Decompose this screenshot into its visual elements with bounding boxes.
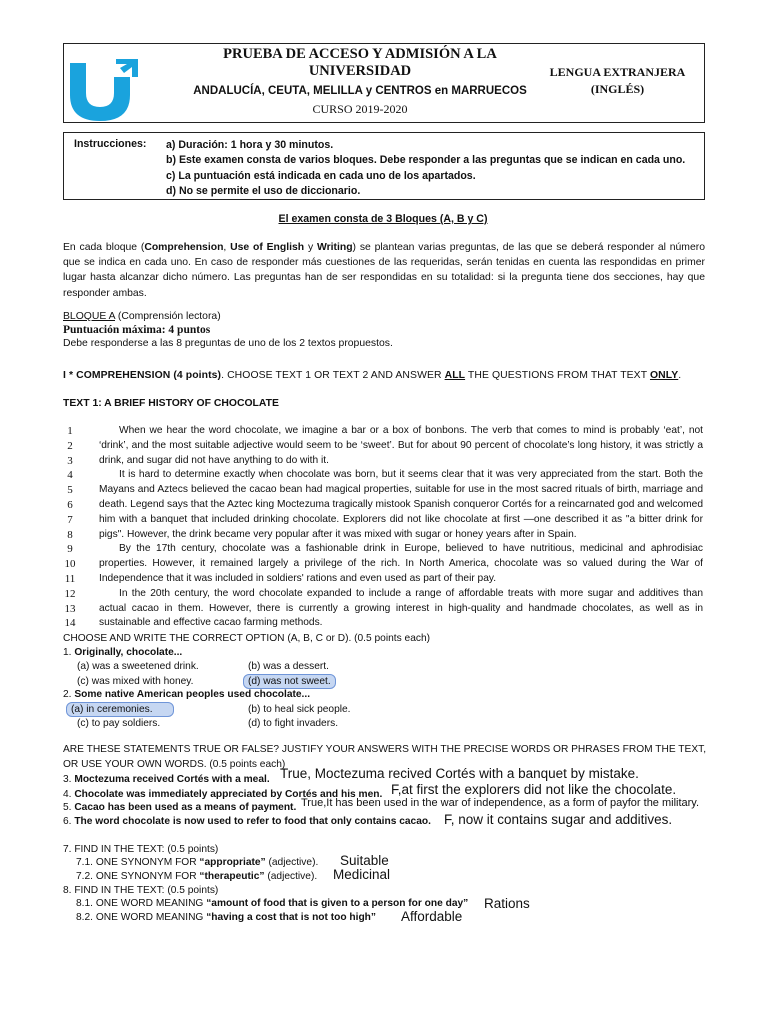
q2-option-a-selected[interactable]: (a) in ceremonies. <box>66 702 174 717</box>
answer-8-1[interactable]: Rations <box>484 896 530 911</box>
passage-paragraph: It is hard to determine exactly when chocolate was born, but it seems clear that it was very appreciated from the start. Both the Mayans and Aztecs believed the cacao bean had magical properties, suitable for use in the most sacred rituals of birth, marriage and death. Legend says that the Aztec king Moctezuma tragically mistook Spanish conqueror Cortés for a reincarnated god and welcomed him with a banquet that included drinking chocolate. Explorers did not like chocolate at first —one described it as "a bitter drink for pigs". However, the drink became very popular after it was mixed with sugar or honey years after in Spain. <box>99 469 703 540</box>
instructions-label: Instrucciones: <box>74 138 147 150</box>
tf-answer-6[interactable]: F, now it contains sugar and additives. <box>444 812 673 827</box>
tf-answer-5[interactable]: True,It has been used in the war of independence, as a form of payfor the military. <box>301 797 700 809</box>
tf-answer-4[interactable]: F,at first the explorers did not like the chocolate. <box>391 782 677 797</box>
bloque-name: BLOQUE A <box>63 311 115 322</box>
bloque-a-section <box>63 310 703 351</box>
q1-option-a[interactable]: (a) was a sweetened drink. <box>77 661 199 672</box>
instructions-list <box>166 138 696 200</box>
q1-option-d-selected[interactable]: (d) was not sweet. <box>243 674 336 689</box>
instruction-item: b) Este examen consta de varios bloques. Debe responder a las preguntas que se indican en cada uno. <box>166 154 686 167</box>
tf-question-6: 6. The word chocolate is now used to refer to food that only contains cacao. <box>63 816 431 827</box>
exam-title-line2: UNIVERSIDAD <box>308 63 412 79</box>
tf-question-3: 3. Moctezuma received Cortés with a meal. <box>63 774 270 785</box>
exam-title-line1: PRUEBA DE ACCESO Y ADMISIÓN A LA <box>223 46 497 62</box>
question-1: 1. Originally, chocolate... <box>63 647 183 658</box>
regions-subtitle: ANDALUCÍA, CEUTA, MELILLA y CENTROS en MARRUECOS <box>193 85 527 97</box>
mcq-heading: CHOOSE AND WRITE THE CORRECT OPTION (A, B, C or D). (0.5 points each) <box>63 633 431 644</box>
bloque-score: Puntuación máxima: 4 puntos <box>63 323 211 336</box>
answer-8-2[interactable]: Affordable <box>401 909 463 924</box>
q2-option-d[interactable]: (d) to fight invaders. <box>248 718 339 729</box>
q1-option-b[interactable]: (b) was a dessert. <box>248 661 329 672</box>
passage-paragraph: When we hear the word chocolate, we imagine a bar or a box of bonbons. The verb that comes to mind is probably ‘eat’, not ‘drink’, and the most suitable adjective would seem to be ‘sweet’. But for about 90 percent of chocolate’s long history, it was strictly a drink, and sugar did not have anything to do with it. <box>99 425 703 466</box>
exam-structure-heading: El examen consta de 3 Bloques (A, B y C) <box>278 213 488 225</box>
question-7-2: 7.2. ONE SYNONYM FOR “therapeutic” (adjective). <box>76 871 318 882</box>
answer-7-2[interactable]: Medicinal <box>333 867 391 882</box>
bloque-instruction: Debe responderse a las 8 preguntas de uno de los 2 textos propuestos. <box>63 338 393 349</box>
answer-7-1[interactable]: Suitable <box>340 853 389 868</box>
text1-title: TEXT 1: A BRIEF HISTORY OF CHOCOLATE <box>63 398 279 409</box>
bloque-desc: (Comprensión lectora) <box>114 311 221 322</box>
question-8-2: 8.2. ONE WORD MEANING “having a cost that is not too high” <box>76 912 376 923</box>
university-logo-icon <box>64 55 144 121</box>
tf-answer-3[interactable]: True, Moctezuma recived Cortés with a banquet by mistake. <box>280 766 639 781</box>
q2-option-c[interactable]: (c) to pay soldiers. <box>77 718 161 729</box>
question-8-1: 8.1. ONE WORD MEANING “amount of food that is given to a person for one day” <box>76 898 469 909</box>
exam-title-block <box>160 46 560 118</box>
course-year: CURSO 2019-2020 <box>312 101 408 116</box>
instruction-item: c) La puntuación está indicada en cada uno de los apartados. <box>166 169 476 182</box>
subject-line1: LENGUA EXTRANJERA <box>549 65 686 79</box>
tf-question-5: 5. Cacao has been used as a means of payment. <box>63 802 297 813</box>
passage-paragraph: In the 20th century, the word chocolate expanded to include a range of affordable treats with more sugar and additives than actual cacao in them. However, there is currently a growing interest in high-quality and handmade chocolates, as well as in sustainable and effective cacao farming methods. <box>99 587 703 629</box>
q1-option-c[interactable]: (c) was mixed with honey. <box>77 676 194 687</box>
question-7-heading: 7. FIND IN THE TEXT: (0.5 points) <box>63 844 219 855</box>
intro-paragraph: En cada bloque (Comprehension, Use of English y Writing) se plantean varias preguntas, de las que se deberá responder al número que se indica en cada uno. En caso de responder más cuestiones de las requeridas, serán tenidas en cuenta las respondidas en primer lugar hasta alcanzar dicho número. Las preguntas han de ser respondidas en su totalidad: si la pregunta tiene dos secciones, hay que responder ambas. <box>63 242 705 299</box>
line-numbers: 1 2 3 4 5 6 7 8 9 10 11 12 13 14 <box>64 425 76 630</box>
passage-paragraph: By the 17th century, chocolate was a fashionable drink in Europe, believed to have nutritious, medicinal and aphrodisiac properties. However, it remained largely a privilege of the rich. In North America, chocolate was so valued during the War of Independence that it was included in soldiers' rations and even used as part of their pay. <box>99 543 703 584</box>
question-2: 2. Some native American peoples used chocolate... <box>63 689 311 700</box>
instruction-item: a) Duración: 1 hora y 30 minutos. <box>166 139 334 151</box>
instruction-item: d) No se permite el uso de diccionario. <box>166 185 361 198</box>
q2-option-b[interactable]: (b) to heal sick people. <box>248 704 351 715</box>
truefalse-heading: ARE THESE STATEMENTS TRUE OR FALSE? JUSTIFY YOUR ANSWERS WITH THE PRECISE WORDS OR PHRASES FROM THE TEXT, OR USE YOUR OWN WORDS. (0.5 points each) <box>63 744 707 770</box>
text1-passage <box>99 424 703 631</box>
tf-question-4: 4. Chocolate was immediately appreciated by Cortés and his men. <box>63 789 383 800</box>
question-7-1: 7.1. ONE SYNONYM FOR “appropriate” (adjective). <box>76 857 319 868</box>
question-8-heading: 8. FIND IN THE TEXT: (0.5 points) <box>63 885 219 896</box>
comprehension-heading: I * COMPREHENSION (4 points). CHOOSE TEXT 1 OR TEXT 2 AND ANSWER ALL THE QUESTIONS FROM THAT TEXT ONLY. <box>63 370 682 381</box>
subject-line2: (INGLÉS) <box>590 82 645 96</box>
subject-block <box>540 64 695 98</box>
